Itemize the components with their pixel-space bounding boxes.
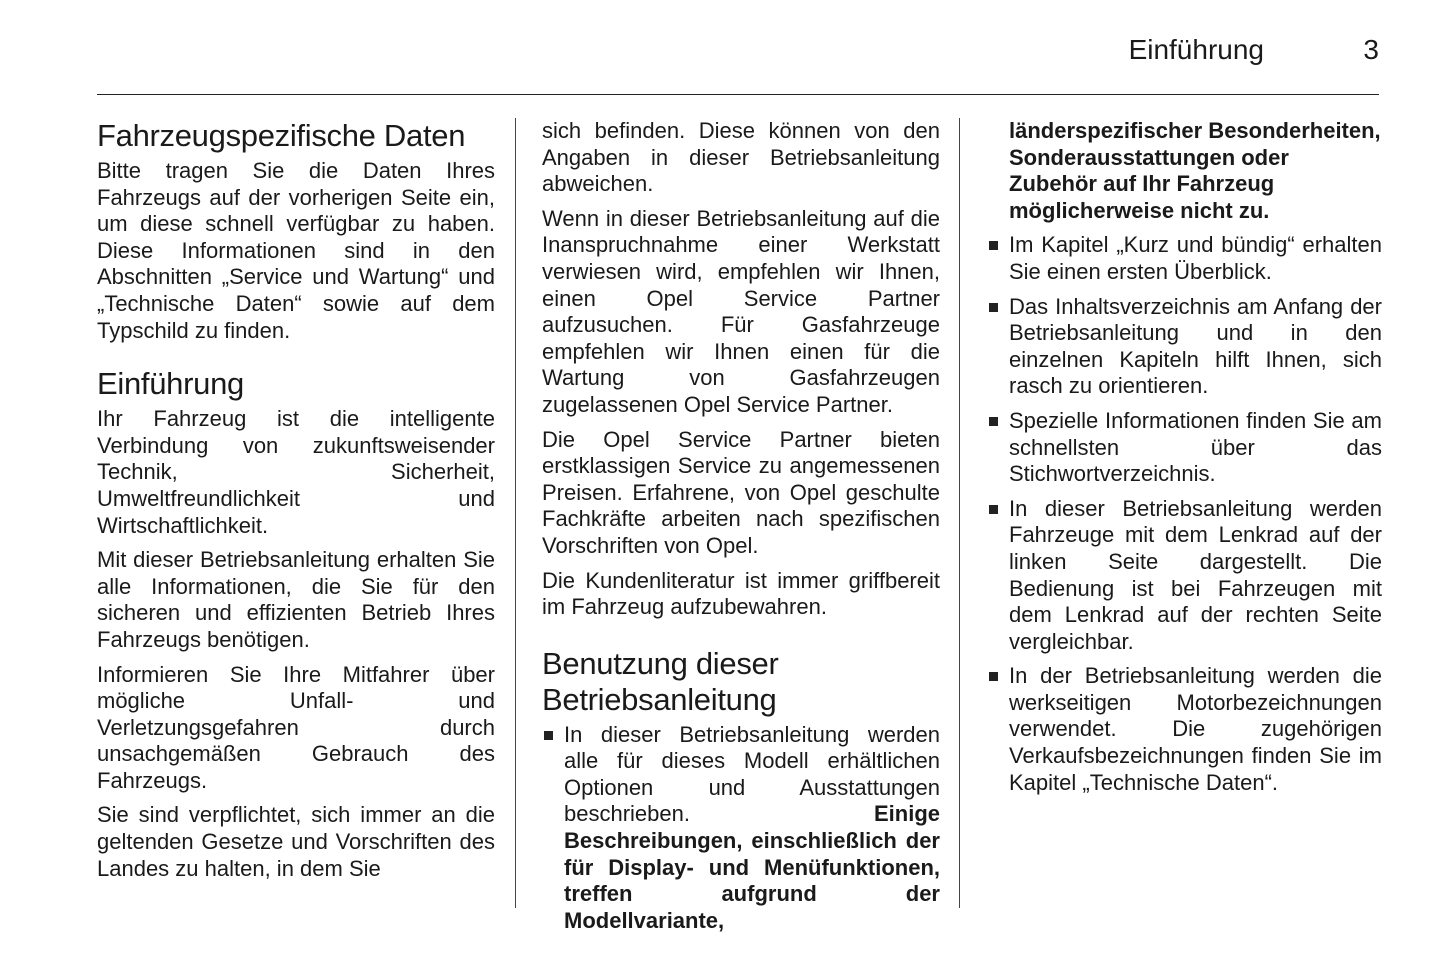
list-item: [987, 294, 1382, 400]
column-divider-2: [959, 118, 960, 908]
paragraph-workshop: Wenn in dieser Betriebsanleitung auf die Inanspruchnahme einer Werkstatt verwiesen wird, empfehlen wir Ihnen, einen Opel Service Partner aufzusuchen. Für Gasfahrzeuge empfehlen wir Ihnen einen für die Wartung von Gasfahrzeugen zugelassenen Opel Service Partner.: [542, 205, 940, 417]
bullet-text: In dieser Betriebsanleitung werden Fahrzeuge mit dem Lenkrad auf der linken Seite dargestellt. Die Bedienung ist bei Fahrzeugen mit dem Lenkrad auf der rechten Seite vergleichbar.: [1009, 495, 1382, 654]
bullet-text-normal: In dieser Betriebsanleitung werden alle für dieses Modell erhältlichen Optionen und Ausstattungen beschrieben.: [564, 721, 940, 827]
paragraph-vehicle-data: Bitte tragen Sie die Daten Ihres Fahrzeugs auf der vorherigen Seite ein, um diese schnell verfügbar zu haben. Diese Informationen sind in den Abschnitten „Service und Wartung“ und „Technische Daten“ sowie auf dem Typschild zu finden.: [97, 158, 495, 343]
section-heading-introduction: Einführung: [97, 366, 244, 402]
page-number: 3: [1363, 34, 1379, 65]
paragraph-continued: sich befinden. Diese können von den Angaben in dieser Betriebsanleitung abweichen.: [542, 118, 940, 197]
running-header-title: Einführung: [1128, 34, 1264, 65]
bullet-square-icon: [989, 241, 998, 250]
bullet-text: Das Inhaltsverzeichnis am Anfang der Betriebsanleitung und in den einzelnen Kapiteln hilft Ihnen, sich rasch zu orientieren.: [1009, 293, 1382, 399]
column-divider-1: [515, 118, 516, 908]
paragraph-intro-2: Mit dieser Betriebsanleitung erhalten Sie alle Informationen, die Sie für den sicheren und effizienten Betrieb Ihres Fahrzeugs benötigen.: [97, 547, 495, 652]
section-heading-using-manual: Benutzung dieser Betriebsanleitung: [542, 645, 779, 717]
list-item: [987, 496, 1382, 656]
bullet-square-icon: [989, 672, 998, 681]
bullet-text: In der Betriebsanleitung werden die werkseitigen Motorbezeichnungen verwendet. Die zugehörigen Verkaufsbezeichnungen finden Sie im Kapitel „Technische Daten“.: [1009, 663, 1382, 795]
section-heading-vehicle-data: Fahrzeugspezifische Daten: [97, 118, 466, 153]
column-1: [97, 118, 495, 890]
column-2: [542, 118, 940, 942]
bullet-text: Spezielle Informationen finden Sie am schnellsten über das Stichwortverzeichnis.: [1009, 407, 1382, 487]
header-divider: [97, 94, 1379, 95]
list-item: [987, 663, 1382, 796]
paragraph-intro-1: Ihr Fahrzeug ist die intelligente Verbindung von zukunftsweisender Technik, Sicherheit, Umweltfreundlichkeit und Wirtschaftlichkeit.: [97, 406, 495, 538]
bullet-square-icon: [989, 505, 998, 514]
column-3: [987, 118, 1382, 804]
bullet-text-bold: Einige Beschreibungen, einschließlich der für Display- und Menüfunktionen, treffen aufgrund der Modellvariante,: [564, 801, 940, 933]
bullet-square-icon: [989, 303, 998, 312]
bullet-text: Im Kapitel „Kurz und bündig“ erhalten Sie einen ersten Überblick.: [1009, 232, 1382, 284]
page-header: [97, 30, 1379, 74]
paragraph-literature: Die Kundenliteratur ist immer griffbereit im Fahrzeug aufzubewahren.: [542, 567, 940, 620]
list-item: [542, 722, 940, 935]
paragraph-intro-4: Sie sind verpflichtet, sich immer an die geltenden Gesetze und Vorschriften des Landes zu halten, in dem Sie: [97, 802, 495, 881]
bullet-square-icon: [989, 417, 998, 426]
paragraph-intro-3: Informieren Sie Ihre Mitfahrer über mögliche Unfall- und Verletzungsgefahren durch unsachgemäßen Gebrauch des Fahrzeugs.: [97, 661, 495, 793]
bold-continuation: länderspezifischer Besonderheiten, Sonderausstattungen oder Zubehör auf Ihr Fahrzeug möglicherweise nicht zu.: [1009, 118, 1381, 223]
bullet-list-continued: [987, 232, 1382, 796]
list-item: [987, 408, 1382, 488]
paragraph-service-partner: Die Opel Service Partner bieten erstklassigen Service zu angemessenen Preisen. Erfahrene, von Opel geschulte Fachkräfte arbeiten nach spezifischen Vorschriften von Opel.: [542, 426, 940, 558]
bullet-list-using-manual: [542, 722, 940, 935]
list-item: [987, 232, 1382, 285]
bullet-square-icon: [544, 731, 553, 740]
